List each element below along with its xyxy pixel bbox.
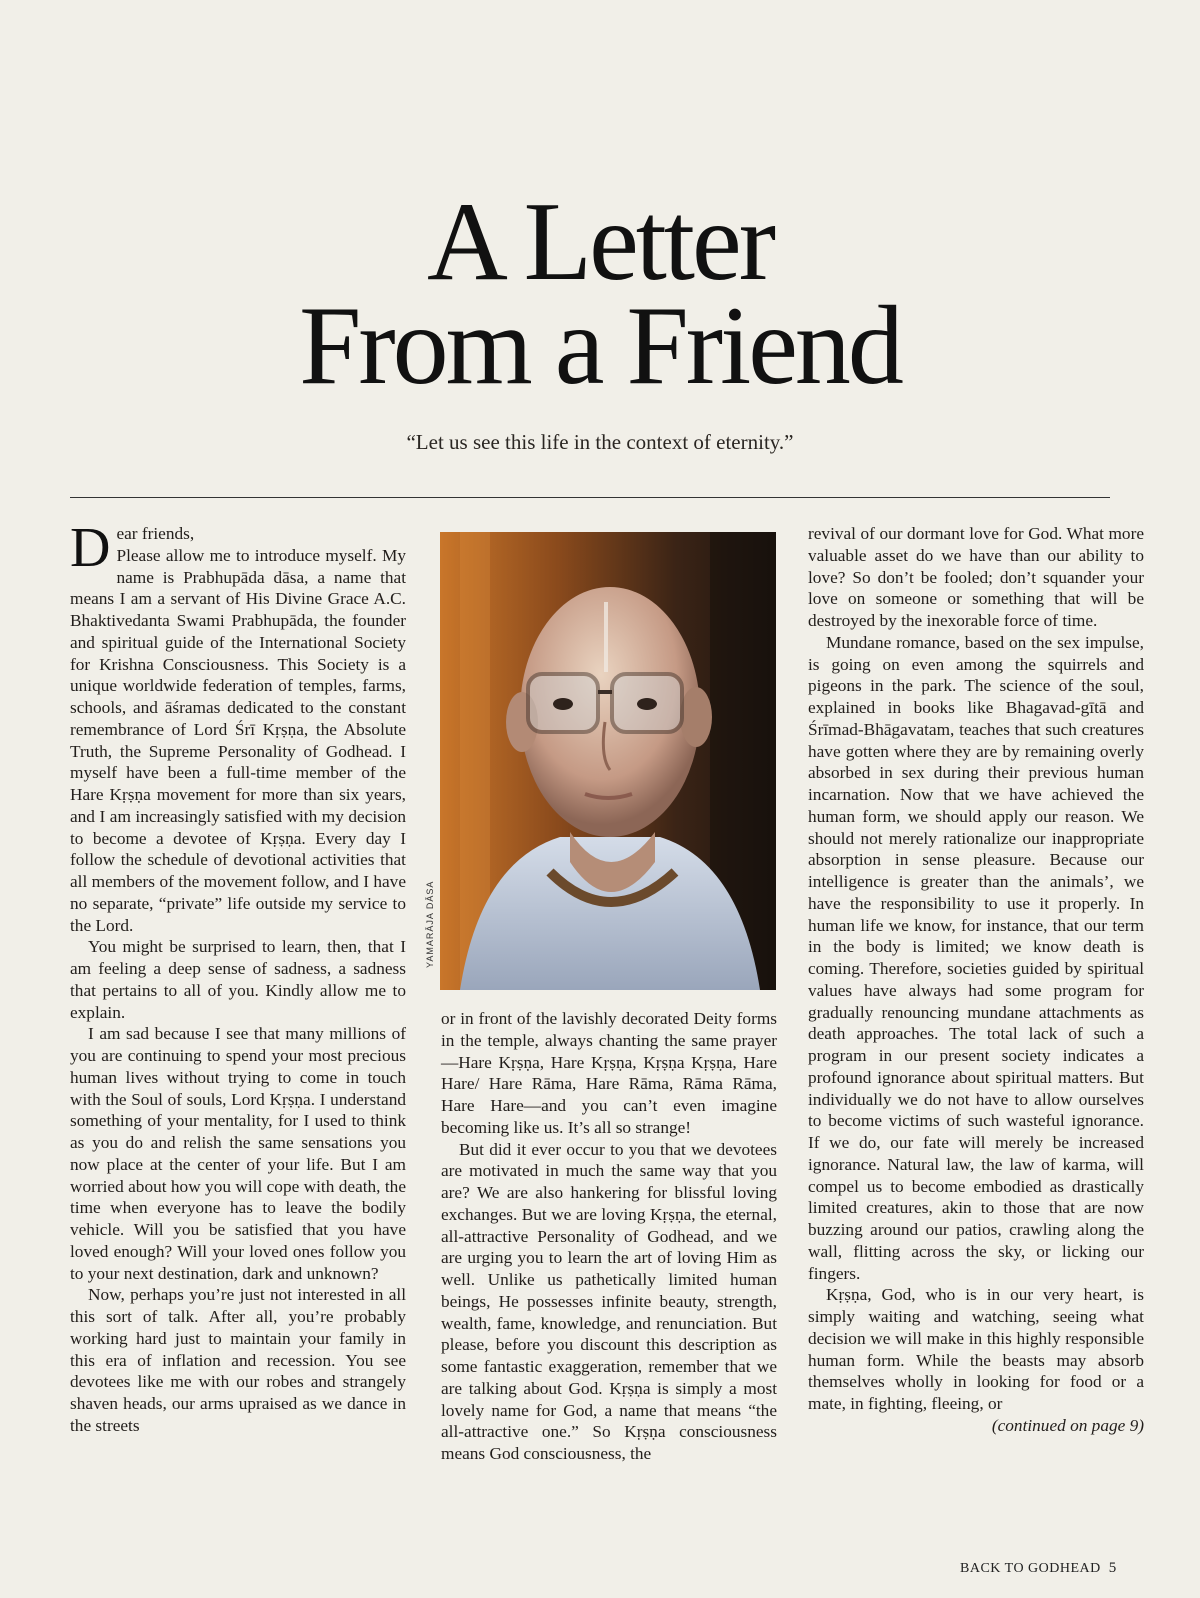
magazine-name: BACK TO GODHEAD	[960, 1561, 1101, 1576]
paragraph: or in front of the lavishly decorated Deity forms in the temple, always chanting the same prayer—Hare Kṛṣṇa, Hare Kṛṣṇa, Kṛṣṇa Kṛṣṇa, Hare Hare/ Hare Rāma, Hare Rāma, Rāma Rāma, Hare Hare—and you can’t even imagine becoming like us. It’s all so strange!	[441, 1009, 777, 1137]
salutation: ear friends,	[116, 524, 195, 543]
page-number: 5	[1108, 1560, 1117, 1576]
title-divider	[70, 497, 1110, 498]
column-3	[808, 523, 1144, 1437]
continued-note: (continued on page 9)	[991, 1415, 1144, 1435]
paragraph: Mundane romance, based on the sex impulse, is going on even among the squirrels and pigeons in the park. The science of the soul, explained in books like Bhagavad-gītā and Śrīmad-Bhāgavatam, teaches that such creatures have gotten where they are by remaining overly absorbed in sex during their previous human incarnation. Now that we have achieved the human form, we should apply our reason. We should not merely rationalize our inappropriate absorption in sense pleasure. Because our intelligence is greater than the animals’, we have the responsibility to use it properly. In human life we know, for instance, that our term in the body is limited; we know death is coming. Therefore, societies guided by spiritual values have always had some program for gradually renouncing mundane attachments as death approaches. The total lack of such a program in our present society indicates a profound ignorance about spiritual matters. But individually we do not have to allow ourselves to become victims of such wasteful ignorance. If we do, our fate will merely be increased ignorance. Natural law, the law of karma, will compel us to become embodied as drastically limited creatures, akin to those that are now buzzing around our patios, crawling along the wall, flitting across the sky, or licking our fingers.	[808, 632, 1144, 1283]
paragraph: Kṛṣṇa, God, who is in our very heart, is simply waiting and watching, seeing what decision we will make in this highly responsible human form. While the beasts may absorb themselves wholly in looking for food or a mate, in fighting, fleeing, or	[808, 1285, 1144, 1413]
salutation-paragraph	[70, 517, 406, 936]
paragraph: revival of our dormant love for God. What more valuable asset do we have than our ability to love? So don’t be fooled; don’t squander your love on someone or something that will be destroyed by the inexorable force of time.	[808, 524, 1144, 630]
article-subtitle: “Let us see this life in the context of eternity.”	[406, 430, 794, 454]
paragraph-text: Please allow me to introduce myself. My name is Prabhupāda dāsa, a name that means I am a servant of His Divine Grace A.C. Bhaktivedanta Swami Prabhupāda, the founder and spiritual guide of the International Society for Krishna Consciousness. This Society is a unique worldwide federation of temples, farms, schools, and āśramas dedicated to the constant remembrance of Lord Śrī Kṛṣṇa, the Absolute Truth, the Supreme Personality of Godhead. I myself have been a full-time member of the Hare Kṛṣṇa movement for more than six years, and I am increasingly satisfied with my decision to become a devotee of Kṛṣṇa. Every day I follow the schedule of devotional activities that all members of the movement follow, and I have no separate, “private” life outside my service to the Lord.	[70, 545, 406, 935]
article-title	[0, 180, 1200, 408]
paragraph: Now, perhaps you’re just not interested in all this sort of talk. After all, you’re probably working hard just to maintain your family in this era of inflation and recession. You see devotees like me with our robes and strangely shaven heads, our arms upraised as we dance in the streets	[70, 1285, 406, 1435]
paragraph: But did it ever occur to you that we devotees are motivated in much the same way that you are? We are also hankering for blissful loving exchanges. But we are loving Kṛṣṇa, the eternal, all-attractive Personality of Godhead, and we are urging you to learn the art of loving Him as well. Unlike us pathetically limited human beings, He possesses infinite beauty, strength, wealth, fame, knowledge, and renunciation. But please, before you discount this description as some fantastic exaggeration, remember that we are talking about God. Kṛṣṇa is simply a most lovely name for God, a name that means “the all-attractive one.” So Kṛṣṇa consciousness means God consciousness, the	[441, 1139, 777, 1463]
portrait-photo	[440, 532, 776, 990]
paragraph: I am sad because I see that many millions of you are continuing to spend your most precious human lives without trying to come in touch with the Soul of souls, Lord Kṛṣṇa. I understand something of your mentality, for I used to think as you do and relish the same sensations you now place at the center of your life. But I am worried about how you will cope with death, the time when everyone has to leave the bodily vehicle. Will you be satisfied that you have loved enough? Will your loved ones follow you to your next destination, dark and unknown?	[70, 1024, 406, 1283]
column-2	[441, 1008, 777, 1465]
page-footer	[960, 1560, 1117, 1577]
column-1	[70, 517, 406, 1437]
photo-credit: YAMARĀJA DĀSA	[425, 880, 435, 968]
drop-cap: D	[70, 517, 111, 579]
paragraph: You might be surprised to learn, then, that I am feeling a deep sense of sadness, a sadness that pertains to all of you. Kindly allow me to explain.	[70, 937, 406, 1022]
title-line-1: A Letter	[426, 180, 774, 304]
title-line-2: From a Friend	[299, 284, 901, 408]
